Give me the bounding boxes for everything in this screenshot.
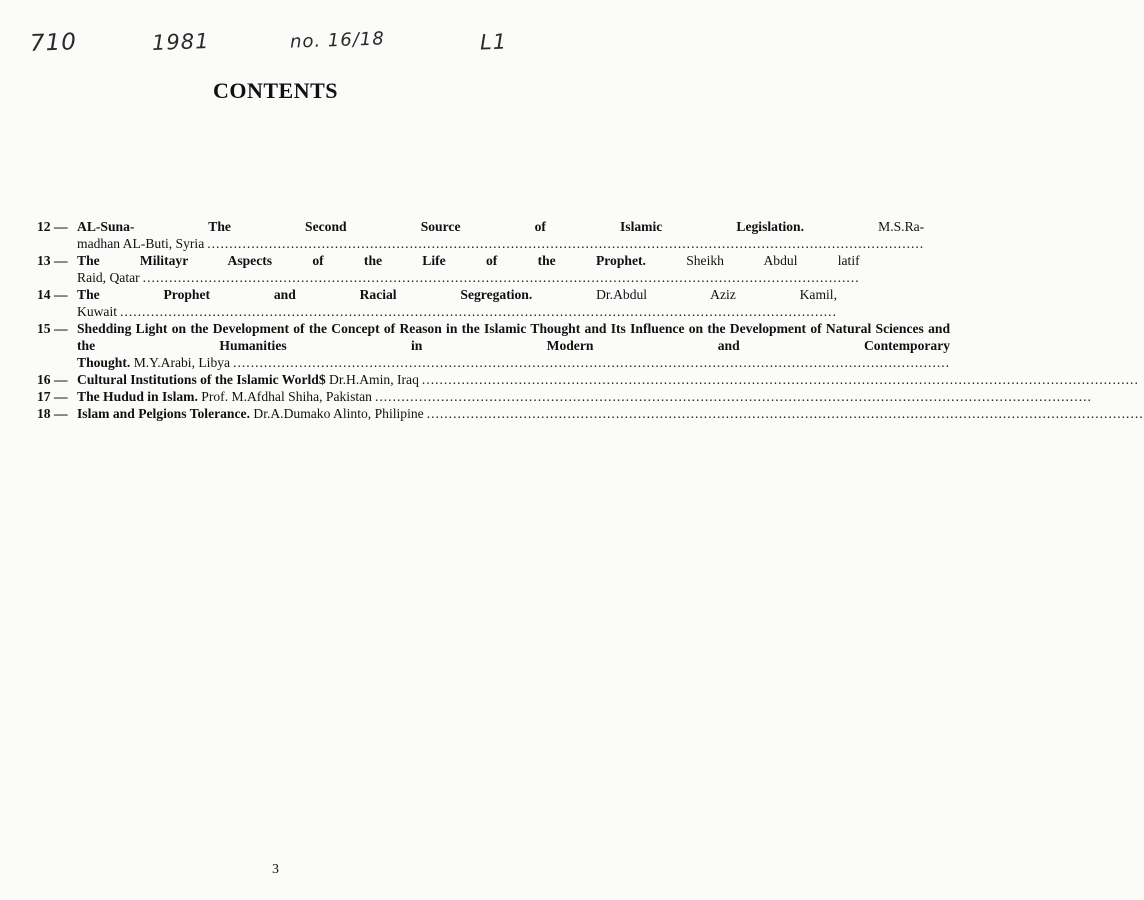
toc-entry-12 [37, 218, 925, 252]
entry-author: Dr.Abdul Aziz Kamil, [596, 287, 837, 302]
entry-author-rest: M.Y.Arabi, Libya [133, 355, 231, 370]
entry-author-rest: Kuwait [77, 304, 118, 319]
toc-entry-14 [37, 286, 837, 320]
entry-author-rest: madhan AL-Buti, Syria [77, 236, 205, 251]
entry-author-rest: Dr.A.Dumako Alinto, Philipine [253, 406, 424, 421]
leader-dots [120, 303, 837, 320]
entry-title: Islam and Pelgions Tolerance. [77, 406, 250, 421]
leader-dots [233, 354, 950, 371]
entry-author-rest: Dr.H.Amin, Iraq [329, 372, 419, 387]
entry-number: 18 — [37, 406, 68, 421]
entry-title: Cultural Institutions of the Islamic World$ [77, 372, 326, 387]
entry-title: Shedding Light on the Development of the Concept of Reason in the Islamic Thought and Its Influence on the Development of Natural Sciences and the Humanities in Modern and Contemporary [77, 321, 951, 353]
toc-entry-15 [37, 320, 951, 371]
toc-entry-17 [37, 388, 526, 405]
page-number: 3 [272, 862, 279, 877]
entry-number: 13 — [37, 253, 68, 268]
leader-dots [143, 269, 860, 286]
toc-entry-18 [37, 405, 526, 422]
leader-dots [207, 235, 924, 252]
toc-entry-16 [37, 371, 526, 388]
leader-dots [375, 388, 1092, 405]
entry-number: 12 — [37, 219, 68, 234]
leader-dots [422, 371, 1139, 388]
entry-author-rest: Prof. M.Afdhal Shiha, Pakistan [201, 389, 372, 404]
entry-number: 14 — [37, 287, 68, 302]
table-of-contents [37, 218, 951, 422]
handwritten-note-4: L1 [479, 29, 508, 55]
leader-dots [427, 405, 1144, 422]
entry-title: The Prophet and Racial Segregation. [77, 287, 533, 302]
entry-title: AL-Suna- The Second Source of Islamic Legislation. [77, 219, 805, 234]
toc-entry-13 [37, 252, 860, 286]
entry-number: 15 — [37, 321, 68, 336]
page-title: CONTENTS [212, 78, 339, 103]
entry-author-rest: Raid, Qatar [77, 270, 140, 285]
entry-title: The Hudud in Islam. [77, 389, 198, 404]
entry-title-end: Thought. [77, 355, 131, 370]
handwritten-note-1: 710 [29, 29, 78, 57]
entry-title: The Militayr Aspects of the Life of the Prophet. [77, 253, 646, 268]
entry-number: 16 — [37, 372, 68, 387]
handwritten-note-2: 1981 [151, 29, 210, 55]
entry-author: M.S.Ra- [878, 219, 925, 234]
entry-number: 17 — [37, 389, 68, 404]
handwritten-note-3: no. 16/18 [289, 28, 386, 53]
entry-author: Sheikh Abdul latif [686, 253, 860, 268]
